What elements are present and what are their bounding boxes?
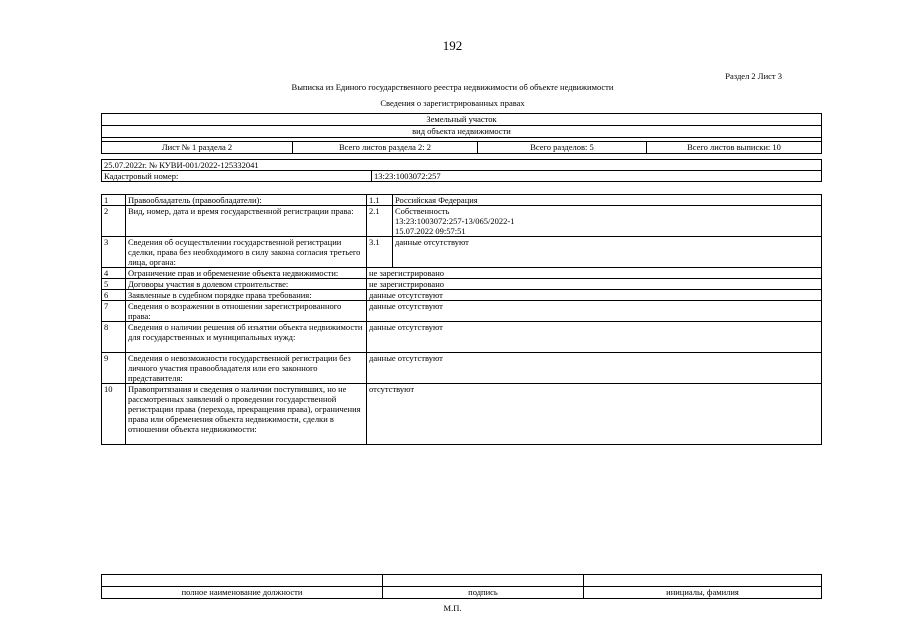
registration-datetime: 15.07.2022 09:57:51 — [395, 226, 466, 236]
row-label: Вид, номер, дата и время государственной регистрации права: — [126, 206, 367, 237]
page-number: 192 — [442, 38, 463, 53]
row-number: 7 — [102, 301, 126, 322]
row-code: 3.1 — [367, 237, 393, 268]
sheets-total: Всего листов выписки: 10 — [647, 142, 822, 154]
row-label: Договоры участия в долевом строительстве: — [126, 279, 367, 290]
row-label: Правообладатель (правообладатели): — [126, 195, 367, 206]
row-value: данные отсутствуют — [367, 353, 822, 384]
document-title: Выписка из Единого государственного реестра недвижимости об объекте недвижимости — [291, 82, 614, 92]
row-label: Сведения о наличии решения об изъятии объекта недвижимости для государственных и муниципальных нужд: — [126, 322, 367, 353]
signature-blank — [383, 575, 584, 587]
row-number: 2 — [102, 206, 126, 237]
table-row — [102, 268, 822, 279]
signature-table — [101, 574, 822, 599]
position-label: полное наименование должности — [102, 587, 383, 599]
row-value — [393, 206, 822, 237]
object-kind: Земельный участок — [102, 114, 822, 126]
table-row — [102, 322, 822, 353]
row-value: данные отсутствуют — [367, 301, 822, 322]
row-number: 9 — [102, 353, 126, 384]
row-number: 8 — [102, 322, 126, 353]
table-row — [102, 279, 822, 290]
table-row — [102, 206, 822, 237]
row-number: 1 — [102, 195, 126, 206]
object-kind-label: вид объекта недвижимости — [102, 126, 822, 138]
right-kind: Собственность — [395, 206, 450, 216]
row-number: 10 — [102, 384, 126, 445]
row-value: отсутствуют — [367, 384, 822, 445]
registration-number: 13:23:1003072:257-13/065/2022-1 — [395, 216, 515, 226]
row-value: данные отсутствуют — [367, 290, 822, 301]
row-number: 6 — [102, 290, 126, 301]
table-row — [102, 301, 822, 322]
row-number: 5 — [102, 279, 126, 290]
row-value: Российская Федерация — [393, 195, 822, 206]
signature-label: подпись — [383, 587, 584, 599]
table-row — [102, 237, 822, 268]
row-number: 3 — [102, 237, 126, 268]
row-value: данные отсутствуют — [367, 322, 822, 353]
row-number: 4 — [102, 268, 126, 279]
section-reference: Раздел 2 Лист 3 — [725, 71, 782, 81]
row-label: Сведения об осуществлении государственной регистрации сделки, права без необходимого в силу закона согласия третьего лица, органа: — [126, 237, 367, 268]
sheet-number: Лист № 1 раздела 2 — [102, 142, 293, 154]
row-code: 2.1 — [367, 206, 393, 237]
cadastral-number: 13:23:1003072:257 — [372, 171, 822, 182]
position-blank — [102, 575, 383, 587]
sheets-in-section: Всего листов раздела 2: 2 — [293, 142, 478, 154]
row-label: Ограничение прав и обременение объекта недвижимости: — [126, 268, 367, 279]
object-header-table — [101, 113, 822, 154]
name-label: инициалы, фамилия — [584, 587, 822, 599]
row-code: 1.1 — [367, 195, 393, 206]
table-row — [102, 195, 822, 206]
name-blank — [584, 575, 822, 587]
row-label: Правопритязания и сведения о наличии поступивших, но не рассмотренных заявлений о проведении государственной регистрации права (перехода, прекращения права), ограничения права или обременения объекта недвижимости, сделки в отношении объекта недвижимости: — [126, 384, 367, 445]
row-label: Сведения о невозможности государственной регистрации без личного участия правообладателя или его законного представителя: — [126, 353, 367, 384]
row-label: Заявленные в судебном порядке права требования: — [126, 290, 367, 301]
extract-date-number: 25.07.2022г. № КУВИ-001/2022-125332041 — [102, 160, 822, 171]
row-value: не зарегистрировано — [367, 268, 822, 279]
table-row — [102, 353, 822, 384]
table-row — [102, 290, 822, 301]
table-row — [102, 384, 822, 445]
meta-table — [101, 159, 822, 182]
sections-total: Всего разделов: 5 — [478, 142, 647, 154]
rights-table — [101, 194, 822, 445]
row-label: Сведения о возражении в отношении зарегистрированного права: — [126, 301, 367, 322]
cadastral-label: Кадастровый номер: — [102, 171, 372, 182]
row-value: данные отсутствуют — [393, 237, 822, 268]
seal-placeholder: М.П. — [443, 603, 462, 613]
document-subtitle: Сведения о зарегистрированных правах — [380, 98, 525, 108]
row-value: не зарегистрировано — [367, 279, 822, 290]
